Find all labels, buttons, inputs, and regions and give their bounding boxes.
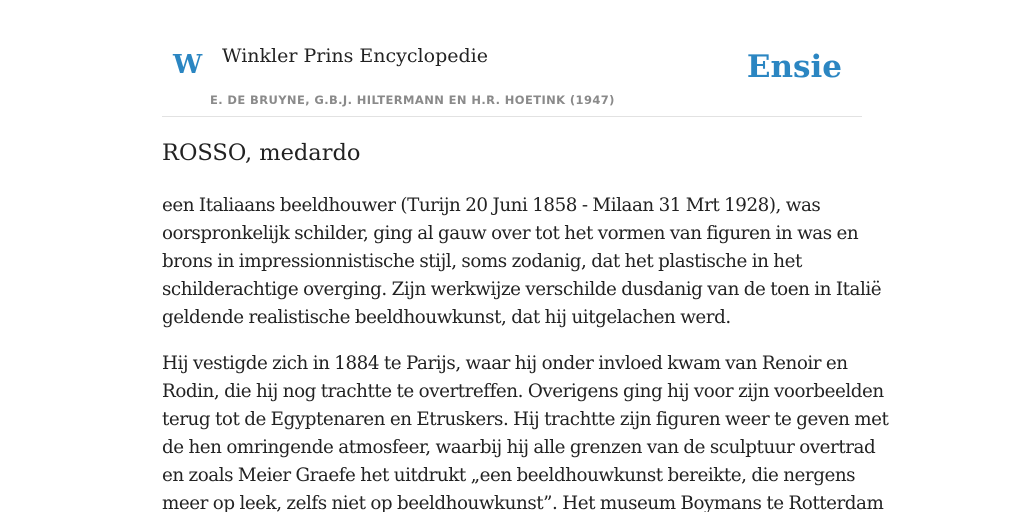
paragraph-line: schilderachtige overging. Zijn werkwijze verschilde dusdanig van de toen in Italië: [162, 279, 882, 300]
article-title: ROSSO, medardo: [162, 140, 361, 166]
site-header: [162, 30, 862, 117]
paragraph-line: en zoals Meier Graefe het uitdrukt „een beeldhouwkunst bereikte, die nergens: [162, 465, 856, 486]
article-body: [162, 192, 889, 512]
paragraph-line: de hen omringende atmosfeer, waarbij hij alle grenzen van de sculptuur overtrad: [162, 437, 876, 458]
logo-w-icon[interactable]: W: [173, 50, 203, 80]
paragraph-line: terug tot de Egyptenaren en Etruskers. Hij trachtte zijn figuren weer te geven met: [162, 409, 889, 430]
paragraph-2: [162, 350, 889, 512]
paragraph-line: brons in impressionnistische stijl, soms zodanig, dat het plastische in het: [162, 251, 802, 272]
site-subtitle: E. DE BRUYNE, G.B.J. HILTERMANN EN H.R. HOETINK (1947): [210, 93, 615, 107]
paragraph-line: oorspronkelijk schilder, ging al gauw over tot het vormen van figuren in was en: [162, 223, 859, 244]
site-title[interactable]: Winkler Prins Encyclopedie: [222, 45, 488, 67]
paragraph-line: meer op leek, zelfs niet op beeldhouwkunst”. Het museum Boymans te Rotterdam: [162, 493, 884, 512]
paragraph-line: geldende realistische beeldhouwkunst, dat hij uitgelachen werd.: [162, 307, 731, 328]
paragraph-1: [162, 192, 882, 332]
paragraph-line: Rodin, die hij nog trachtte te overtreffen. Overigens ging hij voor zijn voorbeelden: [162, 381, 884, 402]
brand-logo[interactable]: Ensie: [746, 49, 842, 85]
paragraph-line: Hij vestigde zich in 1884 te Parijs, waar hij onder invloed kwam van Renoir en: [162, 353, 848, 374]
paragraph-line: een Italiaans beeldhouwer (Turijn 20 Juni 1858 - Milaan 31 Mrt 1928), was: [162, 195, 821, 216]
